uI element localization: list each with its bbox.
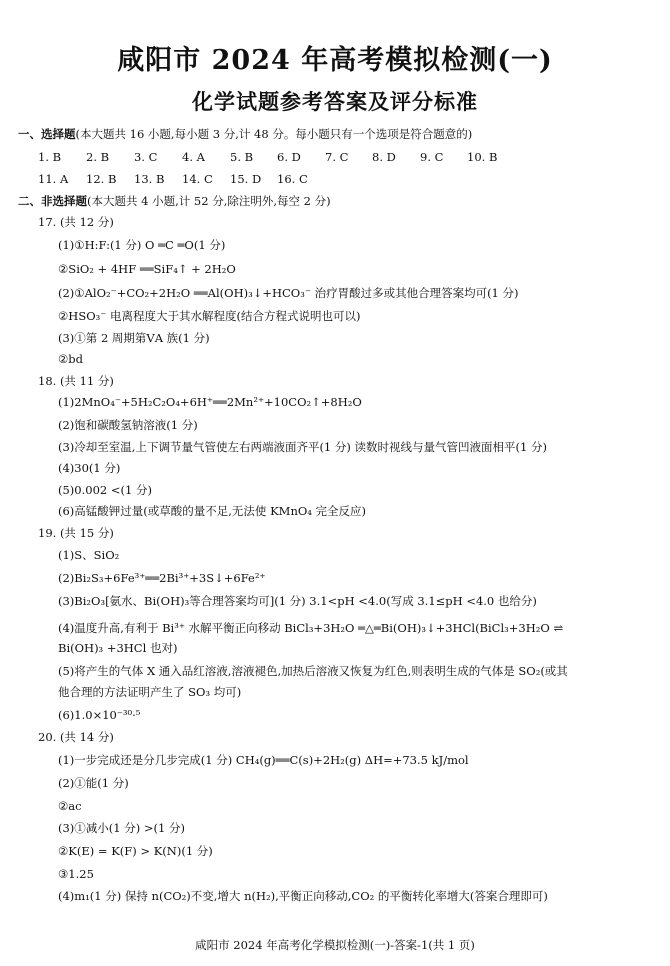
section1-line	[18, 127, 472, 141]
answer-line: (5)将产生的气体 X 通入品红溶液,溶液褪色,加热后溶液又恢复为红色,则表明生成的气体是 SO₂(或其	[58, 664, 568, 678]
answer-item: 15. D	[230, 172, 262, 186]
answer-line: (2)饱和碳酸氢钠溶液(1 分)	[58, 418, 198, 432]
answer-line: (5)0.002 <(1 分)	[58, 483, 152, 497]
answer-item: 7. C	[325, 150, 349, 164]
answer-item: 9. C	[420, 150, 444, 164]
answer-line: ②ac	[58, 799, 82, 813]
answer-item: 12. B	[86, 172, 117, 186]
answer-item: 3. C	[134, 150, 158, 164]
answer-item: 13. B	[134, 172, 165, 186]
answer-line: (6)高锰酸钾过量(或草酸的量不足,无法使 KMnO₄ 完全反应)	[58, 504, 367, 518]
answer-line: (1)①H:F:(1 分) O ═C ═O(1 分)	[58, 238, 226, 252]
answer-line: 他合理的方法证明产生了 SO₃ 均可)	[58, 685, 242, 699]
answer-item: 5. B	[230, 150, 254, 164]
answer-line: (3)冷却至室温,上下调节量气管使左右两端液面齐平(1 分) 读数时视线与量气管凹液面相平(1 分)	[58, 440, 547, 454]
answer-item: 4. A	[182, 150, 205, 164]
section1-heading: 一、选择题	[18, 127, 76, 141]
page-title: 咸阳市 2024 年高考模拟检测(一)	[117, 45, 553, 76]
page-subtitle: 化学试题参考答案及评分标准	[192, 89, 478, 114]
answer-line: Bi(OH)₃ +3HCl 也对)	[58, 641, 178, 655]
answer-item: 8. D	[372, 150, 396, 164]
answer-line: (3)①减小(1 分) >(1 分)	[58, 821, 185, 835]
answer-line: ②SiO₂ + 4HF ══SiF₄↑ + 2H₂O	[58, 262, 236, 276]
answer-line: (2)①能(1 分)	[58, 776, 129, 790]
answer-line: (3)Bi₂O₃[氨水、Bi(OH)₃等合理答案均可](1 分) 3.1<pH <4.0(写成 3.1≤pH <4.0 也给分)	[58, 594, 537, 608]
answer-line: ③1.25	[58, 867, 94, 881]
q19-header: 19. (共 15 分)	[38, 526, 114, 540]
section2-desc: (本大题共 4 小题,计 52 分,除注明外,每空 2 分)	[87, 194, 331, 208]
q20-header: 20. (共 14 分)	[38, 730, 114, 744]
answer-item: 14. C	[182, 172, 213, 186]
answer-item: 16. C	[277, 172, 308, 186]
answer-item: 1. B	[38, 150, 62, 164]
section2-line	[18, 194, 331, 208]
answer-line: (4)m₁(1 分) 保持 n(CO₂)不变,增大 n(H₂),平衡正向移动,CO₂ 的平衡转化率增大(答案合理即可)	[58, 889, 548, 903]
answer-line: (1)S、SiO₂	[58, 548, 120, 562]
answer-line: (1)一步完成还是分几步完成(1 分) CH₄(g)══C(s)+2H₂(g) ΔH=+73.5 kJ/mol	[58, 753, 469, 767]
q17-header: 17. (共 12 分)	[38, 215, 114, 229]
answer-line: (2)Bi₂S₃+6Fe³⁺══2Bi³⁺+3S↓+6Fe²⁺	[58, 571, 266, 585]
answer-item: 2. B	[86, 150, 110, 164]
answer-line: (6)1.0×10⁻³⁰·⁵	[58, 708, 141, 722]
answer-line: ②bd	[58, 352, 84, 366]
answer-line: ②HSO₃⁻ 电离程度大于其水解程度(结合方程式说明也可以)	[58, 309, 361, 323]
answer-line: (4)30(1 分)	[58, 461, 121, 475]
answer-item: 6. D	[277, 150, 301, 164]
answer-line: (2)①AlO₂⁻+CO₂+2H₂O ══Al(OH)₃↓+HCO₃⁻ 治疗胃酸过多或其他合理答案均可(1 分)	[58, 286, 519, 300]
q18-header: 18. (共 11 分)	[38, 374, 114, 388]
section2-heading: 二、非选择题	[18, 194, 87, 208]
section1-desc: (本大题共 16 小题,每小题 3 分,计 48 分。每小题只有一个选项是符合题意的)	[75, 127, 473, 141]
answer-item: 10. B	[467, 150, 498, 164]
answer-line: (4)温度升高,有利于 Bi³⁺ 水解平衡正向移动 BiCl₃+3H₂O ═△═Bi(OH)₃↓+3HCl(BiCl₃+3H₂O ⇌	[58, 621, 564, 635]
answer-item: 11. A	[38, 172, 69, 186]
answer-line: ②K(E) = K(F) > K(N)(1 分)	[58, 844, 213, 858]
page-footer: 咸阳市 2024 年高考化学模拟检测(一)-答案-1(共 1 页)	[195, 938, 475, 952]
answer-line: (3)①第 2 周期第ⅤA 族(1 分)	[58, 331, 210, 345]
answer-line: (1)2MnO₄⁻+5H₂C₂O₄+6H⁺══2Mn²⁺+10CO₂↑+8H₂O	[58, 395, 362, 409]
